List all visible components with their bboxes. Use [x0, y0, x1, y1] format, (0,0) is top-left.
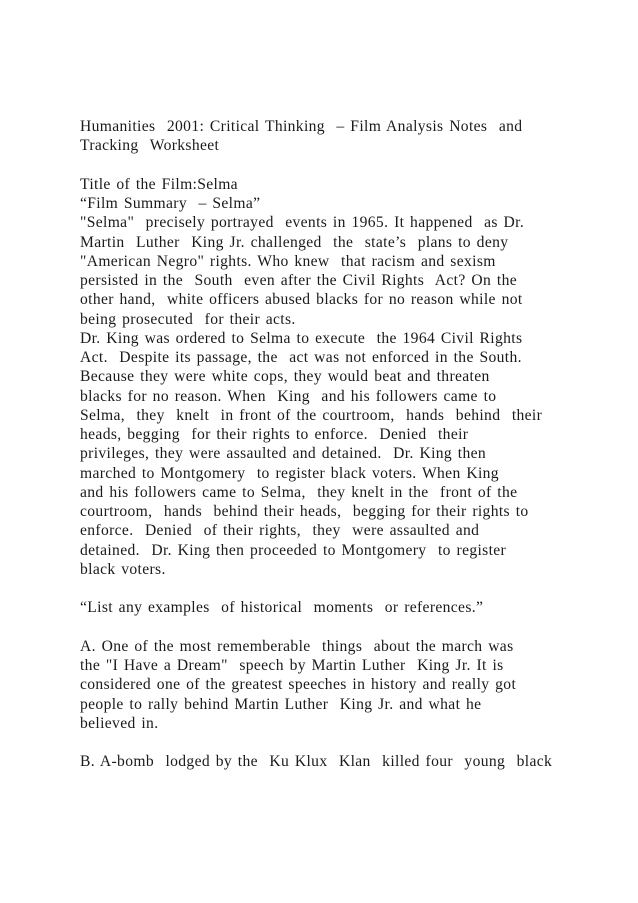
summary-line: Act. Despite its passage, the act was not enforced in the South.: [80, 349, 522, 366]
summary-line: marched to Montgomery to register black voters. When King: [80, 464, 499, 482]
summary-line: Selma, they knelt in front of the courtroom, hands behind their: [80, 406, 543, 424]
summary-line: "American Negro" rights. Who knew that racism and sexism: [80, 252, 496, 270]
film-title-line: Title of the Film:Selma: [80, 175, 238, 193]
document-text: [80, 117, 580, 772]
spacer: [80, 618, 580, 637]
worksheet-header-line-2: Tracking Worksheet: [80, 137, 220, 155]
item-a-line: people to rally behind Martin Luther King Jr. and what he: [80, 695, 482, 713]
item-a-line: A. One of the most rememberable things about the march was: [80, 637, 514, 655]
summary-line: detained. Dr. King then proceeded to Montgomery to register: [80, 541, 507, 559]
spacer: [80, 579, 580, 598]
item-a-line: the "I Have a Dream" speech by Martin Luther King Jr. It is: [80, 657, 504, 674]
item-a-line: considered one of the greatest speeches in history and really got: [80, 676, 517, 694]
summary-line: Dr. King was ordered to Selma to execute the 1964 Civil Rights: [80, 329, 523, 347]
item-a-line: believed in.: [80, 714, 159, 732]
summary-line: Because they were white cops, they would beat and threaten: [80, 368, 490, 386]
summary-line: enforce. Denied of their rights, they were assaulted and: [80, 522, 480, 540]
item-b-line: B. A-bomb lodged by the Ku Klux Klan killed four young black: [80, 753, 553, 771]
summary-heading: “Film Summary – Selma”: [80, 195, 261, 212]
worksheet-header-line-1: Humanities 2001: Critical Thinking – Film Analysis Notes and: [80, 118, 523, 135]
summary-line: other hand, white officers abused blacks for no reason while not: [80, 291, 523, 309]
spacer: [80, 156, 580, 175]
summary-line: being prosecuted for their acts.: [80, 310, 296, 328]
summary-line: "Selma" precisely portrayed events in 1965. It happened as Dr.: [80, 214, 525, 232]
summary-line: privileges, they were assaulted and detained. Dr. King then: [80, 445, 487, 463]
spacer: [80, 733, 580, 752]
summary-line: and his followers came to Selma, they knelt in the front of the: [80, 483, 518, 501]
summary-line: blacks for no reason. When King and his followers came to: [80, 387, 497, 405]
summary-line: black voters.: [80, 560, 166, 578]
summary-line: Martin Luther King Jr. challenged the state’s plans to deny: [80, 233, 509, 251]
summary-line: heads, begging for their rights to enforce. Denied their: [80, 426, 469, 443]
summary-line: persisted in the South even after the Civil Rights Act? On the: [80, 272, 517, 289]
references-heading: “List any examples of historical moments or references.”: [80, 599, 484, 617]
summary-line: courtroom, hands behind their heads, begging for their rights to: [80, 503, 529, 520]
